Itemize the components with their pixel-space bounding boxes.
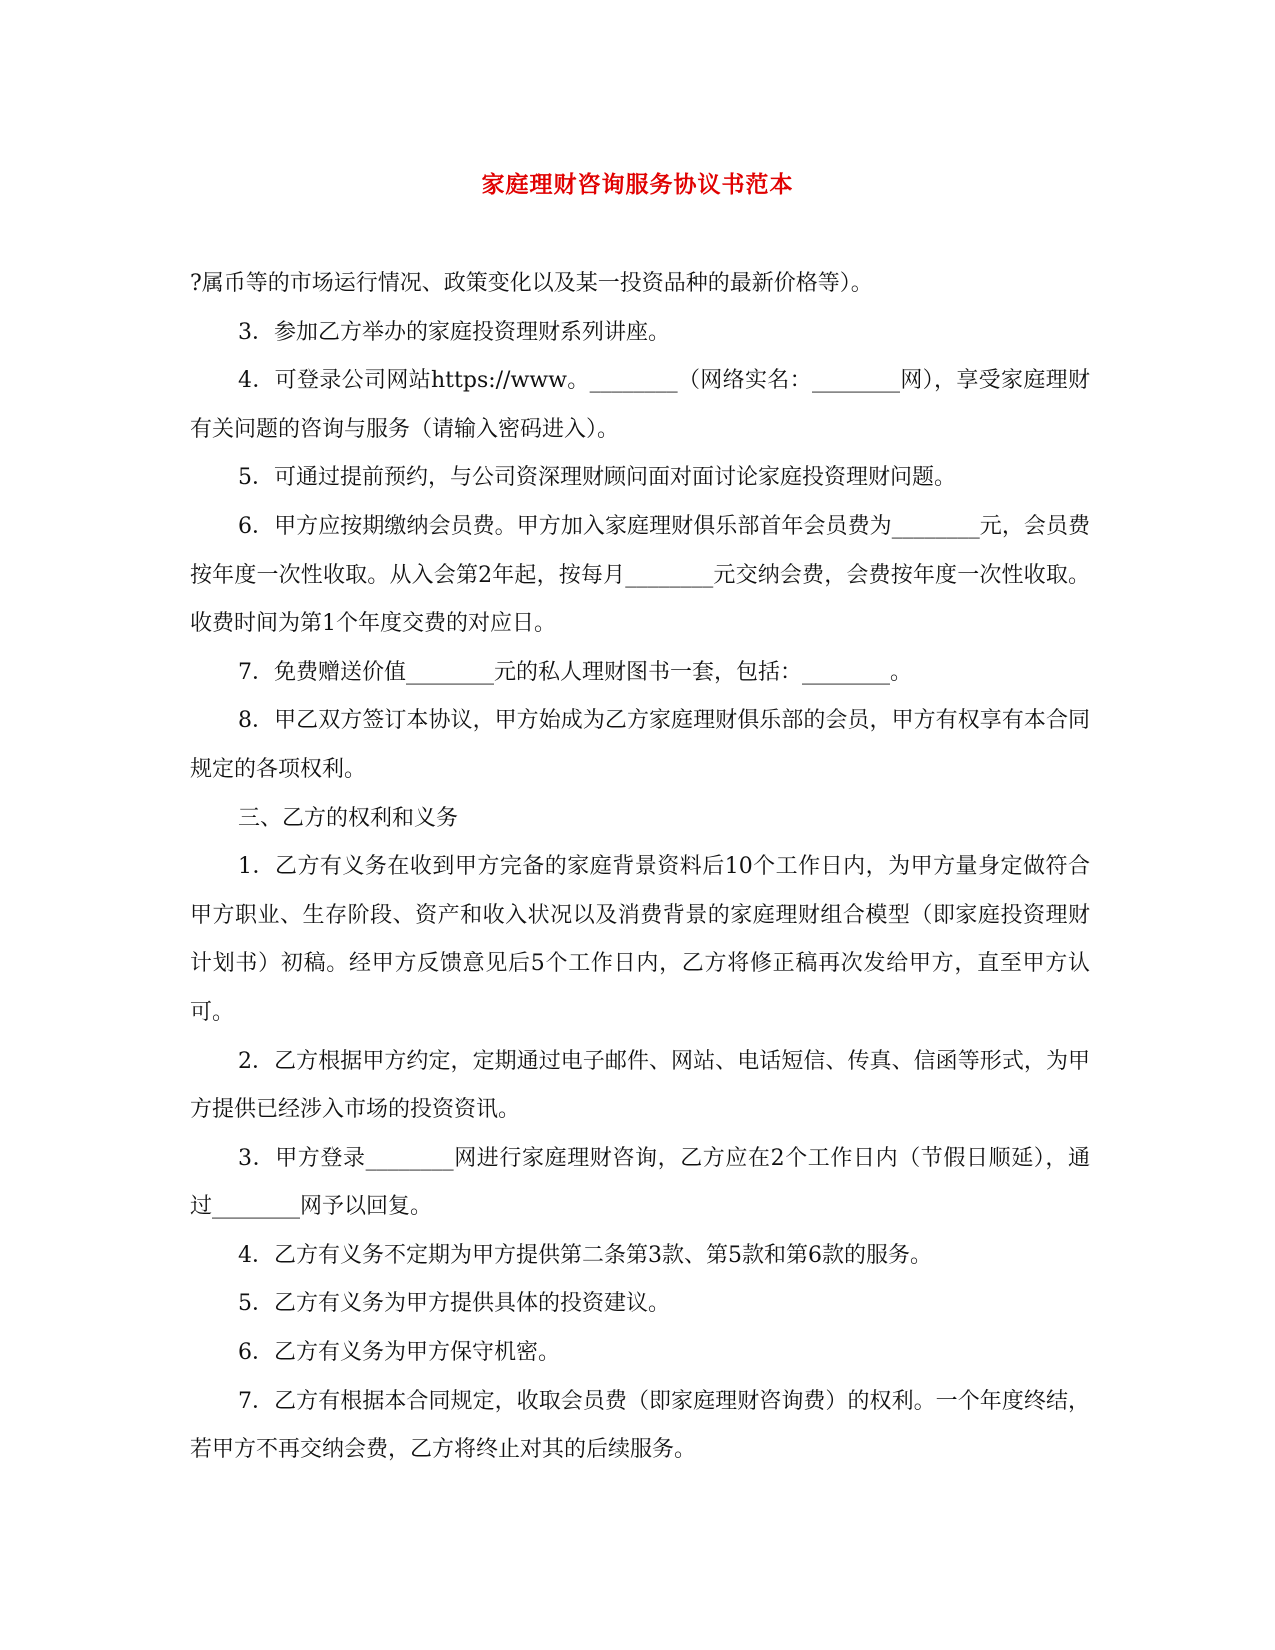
body-paragraph: 8．甲乙双方签订本协议，甲方始成为乙方家庭理财俱乐部的会员，甲方有权享有本合同规定的各项权利。 [190, 708, 1090, 782]
body-paragraph: 6．乙方有义务为甲方保守机密。 [238, 1340, 560, 1366]
body-paragraph: 5．可通过提前预约，与公司资深理财顾问面对面讨论家庭投资理财问题。 [238, 465, 956, 491]
body-paragraph: 3．参加乙方举办的家庭投资理财系列讲座。 [238, 319, 670, 345]
body-paragraph: 7．乙方有根据本合同规定，收取会员费（即家庭理财咨询费）的权利。一个年度终结，若甲方不再交纳会费，乙方将终止对其的后续服务。 [190, 1388, 1090, 1463]
body-paragraph: 4．乙方有义务不定期为甲方提供第二条第3款、第5款和第6款的服务。 [238, 1242, 932, 1268]
body-paragraph: 三、乙方的权利和义务 [238, 805, 459, 831]
body-paragraph: 6．甲方应按期缴纳会员费。甲方加入家庭理财俱乐部首年会员费为________元，会员费按年度一次性收取。从入会第2年起，按每月________元交纳会费，会费按年度一次性收取。收费时间为第1个年度交费的对应日。 [190, 513, 1090, 637]
body-paragraph: ?属币等的市场运行情况、政策变化以及某一投资品种的最新价格等）。 [190, 271, 873, 296]
body-paragraph: 1．乙方有义务在收到甲方完备的家庭背景资料后10个工作日内，为甲方量身定做符合甲方职业、生存阶段、资产和收入状况以及消费背景的家庭理财组合模型（即家庭投资理财计划书）初稿。经甲方反馈意见后5个工作日内，乙方将修正稿再次发给甲方，直至甲方认可。 [190, 854, 1090, 1025]
body-paragraph: 5．乙方有义务为甲方提供具体的投资建议。 [238, 1291, 670, 1317]
document-body [190, 260, 1090, 1475]
body-paragraph: 7．免费赠送价值________元的私人理财图书一套，包括：________。 [238, 659, 912, 685]
body-paragraph: 4．可登录公司网站https://www。________（网络实名：________网），享受家庭理财有关问题的咨询与服务（请输入密码进入）。 [190, 368, 1090, 442]
document-title: 家庭理财咨询服务协议书范本 [481, 171, 794, 198]
body-paragraph: 3．甲方登录________网进行家庭理财咨询，乙方应在2个工作日内（节假日顺延），通过________网予以回复。 [190, 1145, 1090, 1220]
body-paragraph: 2．乙方根据甲方约定，定期通过电子邮件、网站、电话短信、传真、信函等形式，为甲方提供已经涉入市场的投资资讯。 [190, 1048, 1090, 1123]
